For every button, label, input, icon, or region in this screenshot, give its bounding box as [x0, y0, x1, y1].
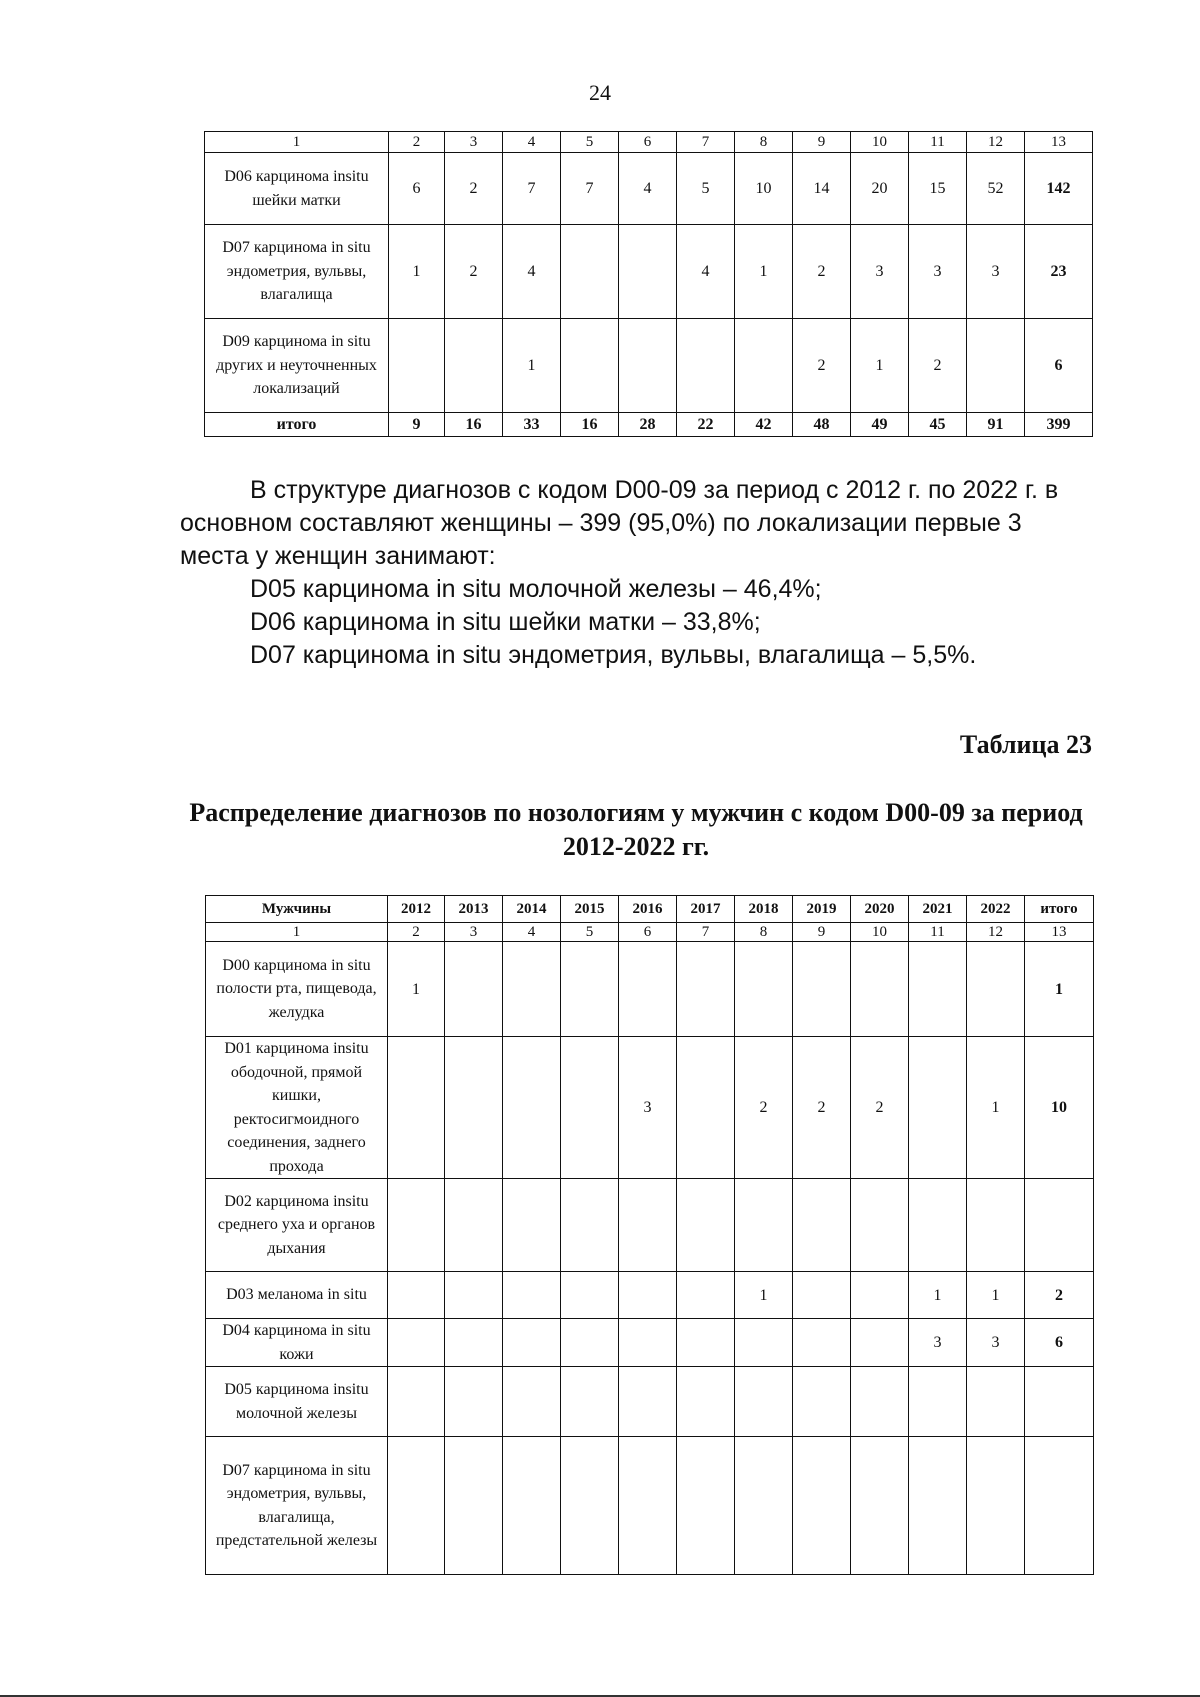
column-number: 9 — [793, 923, 851, 942]
column-header: 2017 — [677, 896, 735, 923]
table-cell — [445, 1179, 503, 1272]
table-cell: 1 — [735, 1272, 793, 1319]
table-cell — [388, 1179, 445, 1272]
table-cell — [503, 1319, 561, 1367]
table-cell — [388, 1319, 445, 1367]
table-cell — [619, 319, 677, 413]
list-item: D07 карцинома in situ эндометрия, вульвы, влагалища – 5,5%. — [250, 641, 977, 669]
table-cell: 16 — [561, 413, 619, 437]
column-number: 4 — [503, 923, 561, 942]
table-cell — [388, 1037, 445, 1179]
row-total: 6 — [1025, 1319, 1094, 1367]
table-cell — [735, 319, 793, 413]
table-cell: 3 — [967, 1319, 1025, 1367]
row-label: D03 меланома in situ — [206, 1272, 388, 1319]
table-cell — [503, 1437, 561, 1575]
table-cell: 45 — [909, 413, 967, 437]
table-cell: 1 — [388, 942, 445, 1037]
column-number: 12 — [967, 923, 1025, 942]
table-row — [206, 1272, 1094, 1319]
table-cell: 2 — [793, 319, 851, 413]
table-cell — [967, 1437, 1025, 1575]
table-cell — [619, 1437, 677, 1575]
table-cell — [735, 1367, 793, 1437]
table-cell — [561, 942, 619, 1037]
table-cell — [851, 1437, 909, 1575]
table-cell — [793, 942, 851, 1037]
table-cell — [561, 1319, 619, 1367]
table-row — [206, 942, 1094, 1037]
table-cell: 4 — [677, 225, 735, 319]
table-cell — [503, 1272, 561, 1319]
column-number: 7 — [677, 132, 735, 153]
column-header: 2015 — [561, 896, 619, 923]
table-cell: 2 — [445, 225, 503, 319]
table-cell: 1 — [909, 1272, 967, 1319]
table-cell — [677, 1037, 735, 1179]
column-header: Мужчины — [206, 896, 388, 923]
row-total: 6 — [1025, 319, 1093, 413]
table-cell — [619, 1272, 677, 1319]
column-number: 6 — [619, 132, 677, 153]
column-number-row — [205, 132, 1093, 153]
table-row — [206, 1037, 1094, 1179]
column-number: 11 — [909, 923, 967, 942]
row-total: 142 — [1025, 153, 1093, 225]
table-cell — [445, 1437, 503, 1575]
total-row — [205, 413, 1093, 437]
table-cell — [909, 1367, 967, 1437]
table-cell: 6 — [389, 153, 445, 225]
row-label: D04 карцинома in situ кожи — [206, 1319, 388, 1367]
table-cell — [735, 1437, 793, 1575]
table-cell: 1 — [967, 1037, 1025, 1179]
table-cell — [909, 942, 967, 1037]
table-row — [205, 153, 1093, 225]
table-cell: 20 — [851, 153, 909, 225]
table-cell — [793, 1272, 851, 1319]
table-cell — [619, 1319, 677, 1367]
column-number: 9 — [793, 132, 851, 153]
table-cell: 5 — [677, 153, 735, 225]
table-cell — [967, 319, 1025, 413]
table-cell — [388, 1367, 445, 1437]
row-label: D07 карцинома in situ эндометрия, вульвы, влагалища — [205, 225, 389, 319]
table-cell: 2 — [851, 1037, 909, 1179]
table-cell — [561, 1367, 619, 1437]
table-cell: 9 — [389, 413, 445, 437]
table-cell — [503, 1367, 561, 1437]
table-cell: 7 — [503, 153, 561, 225]
table-cell — [561, 1037, 619, 1179]
row-label: D07 карцинома in situ эндометрия, вульвы, влагалища, предстательной железы — [206, 1437, 388, 1575]
table-cell — [677, 1437, 735, 1575]
table-row — [206, 1319, 1094, 1367]
header-row — [206, 896, 1094, 923]
table-cell — [851, 1179, 909, 1272]
nosology-table-women-continued — [204, 131, 1093, 437]
table-cell: 1 — [389, 225, 445, 319]
column-header: 2019 — [793, 896, 851, 923]
table-cell — [619, 225, 677, 319]
table-cell — [851, 1319, 909, 1367]
column-number: 13 — [1025, 923, 1094, 942]
row-label: D02 карцинома insitu среднего уха и органов дыхания — [206, 1179, 388, 1272]
table-cell: 1 — [735, 225, 793, 319]
table-cell — [503, 1037, 561, 1179]
table-cell: 14 — [793, 153, 851, 225]
row-total: 23 — [1025, 225, 1093, 319]
table-cell — [388, 1272, 445, 1319]
column-header: 2020 — [851, 896, 909, 923]
table-row — [206, 1179, 1094, 1272]
table-cell: 3 — [851, 225, 909, 319]
row-total: 1 — [1025, 942, 1094, 1037]
table-cell — [561, 1179, 619, 1272]
table-cell: 3 — [967, 225, 1025, 319]
column-number: 5 — [561, 132, 619, 153]
column-header: 2014 — [503, 896, 561, 923]
column-number: 2 — [388, 923, 445, 942]
column-number: 1 — [205, 132, 389, 153]
table-cell — [677, 942, 735, 1037]
column-number: 7 — [677, 923, 735, 942]
table-cell: 4 — [503, 225, 561, 319]
row-total — [1025, 1367, 1094, 1437]
table-cell: 48 — [793, 413, 851, 437]
table-cell: 2 — [793, 225, 851, 319]
column-header: 2016 — [619, 896, 677, 923]
row-total — [1025, 1437, 1094, 1575]
row-total — [1025, 1179, 1094, 1272]
table-cell: 16 — [445, 413, 503, 437]
column-number: 13 — [1025, 132, 1093, 153]
column-number: 10 — [851, 923, 909, 942]
table-cell — [909, 1179, 967, 1272]
table-cell — [735, 942, 793, 1037]
table-row — [206, 1437, 1094, 1575]
table-cell — [445, 1037, 503, 1179]
row-label: D06 карцинома insitu шейки матки — [205, 153, 389, 225]
table-cell — [388, 1437, 445, 1575]
table-cell — [851, 1367, 909, 1437]
table-cell — [561, 225, 619, 319]
table-cell — [909, 1437, 967, 1575]
paragraph-intro — [180, 474, 1092, 573]
table-cell — [735, 1319, 793, 1367]
paragraph-intro-text: В структуре диагнозов с кодом D00-09 за период с 2012 г. по 2022 г. в основном составляют женщины – 399 (95,0%) по локализации первые 3 места у женщин занимают: — [180, 476, 1059, 570]
column-number: 2 — [389, 132, 445, 153]
table-title: Распределение диагнозов по нозологиям у мужчин с кодом D00-09 за период 2012-2022 гг. — [189, 798, 1083, 861]
table-cell: 4 — [619, 153, 677, 225]
table-cell: 1 — [851, 319, 909, 413]
column-header: 2012 — [388, 896, 445, 923]
table-cell — [677, 1367, 735, 1437]
table-cell: 91 — [967, 413, 1025, 437]
table-cell: 15 — [909, 153, 967, 225]
table-cell — [503, 942, 561, 1037]
column-header: 2021 — [909, 896, 967, 923]
row-label: D01 карцинома insitu ободочной, прямой кишки, ректосигмоидного соединения, заднего прохода — [206, 1037, 388, 1179]
column-header: 2022 — [967, 896, 1025, 923]
column-number: 1 — [206, 923, 388, 942]
table-cell — [561, 319, 619, 413]
table-cell — [445, 319, 503, 413]
table-row — [205, 225, 1093, 319]
table-cell — [445, 942, 503, 1037]
table-cell — [619, 1179, 677, 1272]
column-number: 5 — [561, 923, 619, 942]
table-cell — [909, 1037, 967, 1179]
list-item: D05 карцинома in situ молочной железы – 46,4%; — [250, 575, 822, 603]
column-number: 10 — [851, 132, 909, 153]
column-number: 8 — [735, 923, 793, 942]
table-cell — [793, 1179, 851, 1272]
column-number: 6 — [619, 923, 677, 942]
table-label: Таблица 23 — [959, 730, 1092, 759]
table-cell: 3 — [619, 1037, 677, 1179]
table-cell: 22 — [677, 413, 735, 437]
row-label: D09 карцинома in situ других и неуточненных локализаций — [205, 319, 389, 413]
table-cell — [619, 1367, 677, 1437]
table-row — [205, 319, 1093, 413]
table-cell: 2 — [909, 319, 967, 413]
column-number-row — [206, 923, 1094, 942]
table-cell — [851, 1272, 909, 1319]
column-number: 11 — [909, 132, 967, 153]
column-number: 8 — [735, 132, 793, 153]
table-cell — [967, 1367, 1025, 1437]
table-cell: 2 — [445, 153, 503, 225]
table-cell: 7 — [561, 153, 619, 225]
row-label: D00 карцинома in situ полости рта, пищевода, желудка — [206, 942, 388, 1037]
column-number: 12 — [967, 132, 1025, 153]
table-cell — [735, 1179, 793, 1272]
table-cell: 2 — [735, 1037, 793, 1179]
table-cell — [677, 319, 735, 413]
nosology-table-men — [205, 895, 1094, 1575]
row-label: итого — [205, 413, 389, 437]
table-cell: 42 — [735, 413, 793, 437]
table-cell — [793, 1319, 851, 1367]
table-cell: 3 — [909, 1319, 967, 1367]
table-cell: 33 — [503, 413, 561, 437]
structure-paragraph — [180, 474, 1092, 672]
table-cell — [967, 1179, 1025, 1272]
row-total: 2 — [1025, 1272, 1094, 1319]
table-cell: 28 — [619, 413, 677, 437]
table-row — [206, 1367, 1094, 1437]
column-header: 2013 — [445, 896, 503, 923]
row-total: 10 — [1025, 1037, 1094, 1179]
table-cell: 1 — [967, 1272, 1025, 1319]
table-cell — [677, 1272, 735, 1319]
table-cell — [445, 1319, 503, 1367]
table-cell — [389, 319, 445, 413]
column-header: 2018 — [735, 896, 793, 923]
table-cell: 3 — [909, 225, 967, 319]
table-cell — [503, 1179, 561, 1272]
page-number: 24 — [589, 80, 611, 105]
row-total: 399 — [1025, 413, 1093, 437]
column-number: 3 — [445, 132, 503, 153]
table-cell: 10 — [735, 153, 793, 225]
table-cell: 52 — [967, 153, 1025, 225]
table-cell: 49 — [851, 413, 909, 437]
list-item: D06 карцинома in situ шейки матки – 33,8%; — [250, 608, 761, 636]
row-label: D05 карцинома insitu молочной железы — [206, 1367, 388, 1437]
table-cell: 1 — [503, 319, 561, 413]
table-cell — [851, 942, 909, 1037]
table-cell — [445, 1272, 503, 1319]
column-header: итого — [1025, 896, 1094, 923]
table-cell — [677, 1179, 735, 1272]
table-cell — [619, 942, 677, 1037]
table-cell — [677, 1319, 735, 1367]
table-cell — [793, 1437, 851, 1575]
table-cell — [561, 1272, 619, 1319]
table-cell — [967, 942, 1025, 1037]
table-cell: 2 — [793, 1037, 851, 1179]
column-number: 3 — [445, 923, 503, 942]
table-cell — [445, 1367, 503, 1437]
table-cell — [793, 1367, 851, 1437]
table-cell — [561, 1437, 619, 1575]
column-number: 4 — [503, 132, 561, 153]
